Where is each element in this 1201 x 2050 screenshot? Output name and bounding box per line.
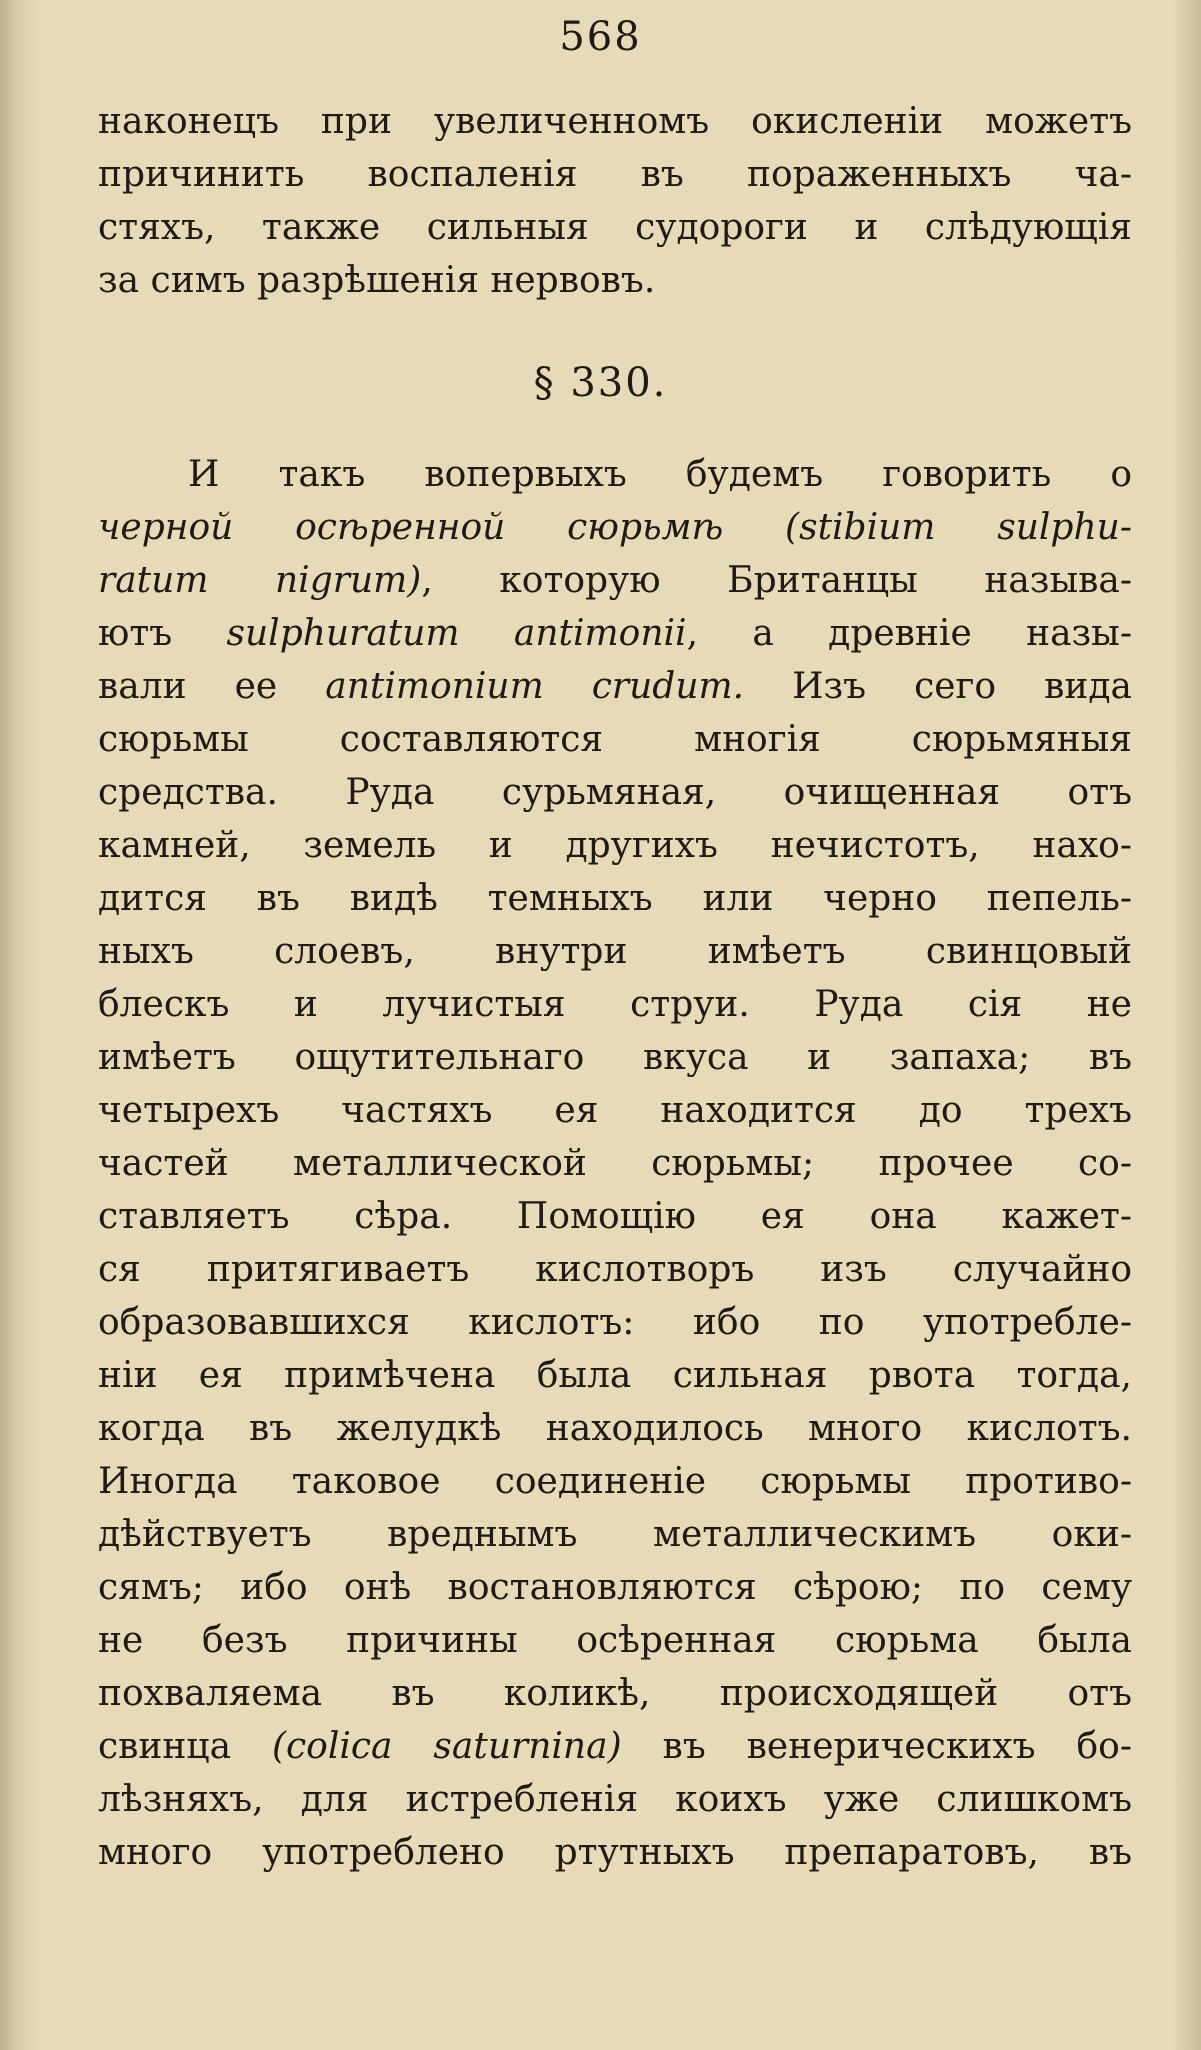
text-run: вали ее (98, 666, 326, 707)
text-line: дится въ видѣ темныхъ или черно пепель- (98, 878, 1132, 919)
text-run: свинца (98, 1726, 272, 1767)
text-line: частей металлической сюрьмы; прочее со- (98, 1143, 1132, 1184)
text-line: Иногда таковое соединенiе сюрьмы противо- (98, 1461, 1132, 1502)
text-line: дѣйствуетъ вреднымъ металлическимъ оки- (98, 1514, 1132, 1555)
text-line: четырехъ частяхъ ея находится до трехъ (98, 1090, 1132, 1131)
text-line (98, 607, 1132, 660)
text-run: , а древнiе назы- (686, 613, 1132, 654)
latin-term: antimonium crudum. (325, 666, 745, 707)
latin-term: ratum nigrum) (98, 560, 422, 601)
section-paragraph (98, 448, 1132, 1879)
text-line: ныхъ слоевъ, внутри имѣетъ свинцовый (98, 931, 1132, 972)
text-line: камней, земель и другихъ нечистотъ, нахо- (98, 825, 1132, 866)
text-line: сямъ; ибо онѣ востановляются сѣрою; по сему (98, 1567, 1132, 1608)
text-line (98, 1720, 1132, 1773)
text-run: , которую Британцы называ- (421, 560, 1132, 601)
text-line: похваляема въ коликѣ, происходящей отъ (98, 1673, 1132, 1714)
text-line: когда въ желудкѣ находилось много кислотъ. (98, 1408, 1132, 1449)
text-line: ставляетъ сѣра. Помощiю ея она кажет- (98, 1196, 1132, 1237)
text-run: въ венерическихъ бо- (621, 1726, 1132, 1767)
text-line: образовавшихся кислотъ: ибо по употребле- (98, 1302, 1132, 1343)
text-run: Изъ сего вида (744, 666, 1132, 707)
text-line: сюрьмы составляются многiя сюрьмяныя (98, 719, 1132, 760)
text-line: ся притягиваетъ кислотворъ изъ случайно (98, 1249, 1132, 1290)
latin-term: sulphuratum antimonii (226, 613, 687, 654)
text-line: И такъ вопервыхъ будемъ говорить о (188, 454, 1132, 495)
text-line: нiи ея примѣчена была сильная рвота тогда, (98, 1355, 1132, 1396)
text-line: не безъ причины осѣренная сюрьма была (98, 1620, 1132, 1661)
text-line (98, 660, 1132, 713)
text-run: ютъ (98, 613, 227, 654)
intro-paragraph (98, 95, 1132, 307)
page-number: 568 (559, 14, 642, 60)
text-line: за симъ разрѣшенiя нервовъ. (98, 260, 656, 301)
latin-term: (colica saturnina) (271, 1726, 622, 1767)
text-line: черной осѣренной сюрьмѣ (stibium sulphu- (98, 507, 1132, 548)
text-line: имѣетъ ощутительнаго вкуса и запаха; въ (98, 1037, 1132, 1078)
text-line: наконецъ при увеличенномъ окисленiи можетъ (98, 101, 1132, 142)
text-line: лѣзняхъ, для истребленiя коихъ уже слишкомъ (98, 1779, 1132, 1820)
section-heading: § 330. (533, 360, 668, 406)
text-line: блескъ и лучистыя струи. Руда сiя не (98, 984, 1132, 1025)
text-line: средства. Руда сурьмяная, очищенная отъ (98, 772, 1132, 813)
text-line: причинить воспаленiя въ пораженныхъ ча- (98, 154, 1132, 195)
text-line (98, 554, 1132, 607)
text-line: много употреблено ртутныхъ препаратовъ, въ (98, 1832, 1132, 1873)
text-line: стяхъ, также сильныя судороги и слѣдующiя (98, 207, 1132, 248)
